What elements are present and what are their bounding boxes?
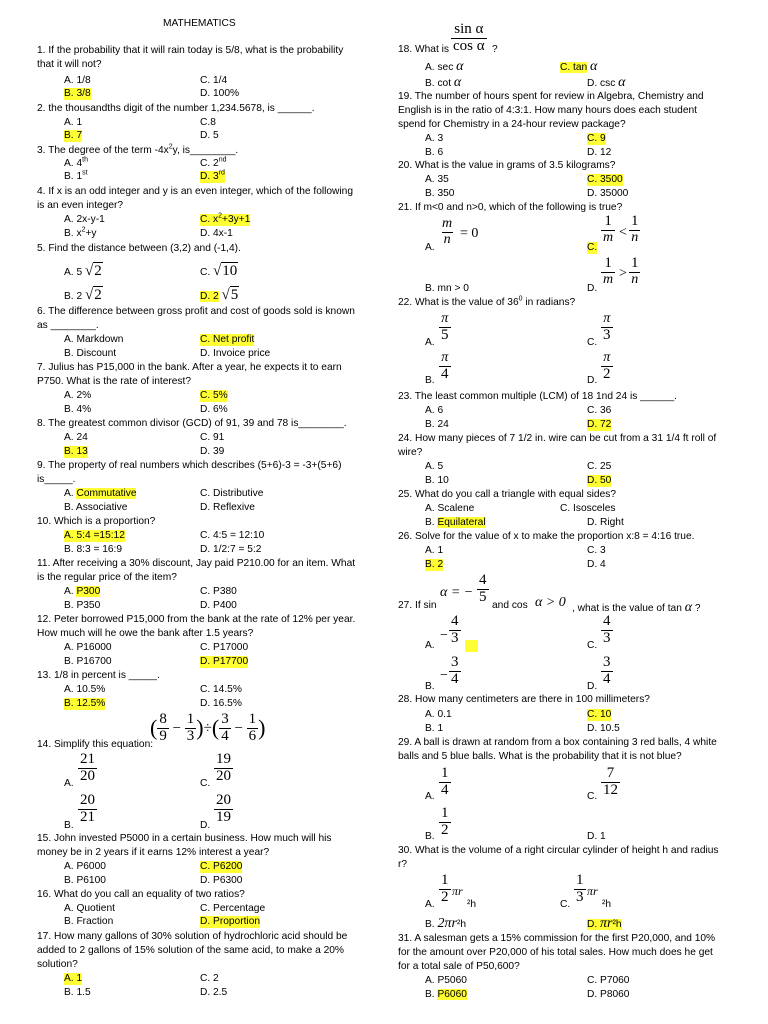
- question-11-stem: 11. After receiving a 30% discount, Jay paid P210.00 for an item. What: [37, 558, 356, 569]
- q22-option-b[interactable]: B.: [425, 375, 435, 386]
- q25-option-a[interactable]: A. Scalene: [425, 503, 475, 514]
- question-27-stem-end: , what is the value of tan α ?: [572, 600, 701, 615]
- q24-option-a[interactable]: A. 5: [425, 461, 444, 472]
- q8-option-d[interactable]: D. 39: [200, 446, 225, 457]
- q17-option-d[interactable]: D. 2.5: [200, 987, 228, 998]
- q24-option-b[interactable]: B. 10: [425, 475, 449, 486]
- question-28-stem: 28. How many centimeters are there in 100 millimeters?: [398, 694, 650, 705]
- q3-option-d-answer[interactable]: D. 3rd: [200, 169, 225, 182]
- question-29-stem: 29. A ball is drawn at random from a box containing 3 red balls, 4 white: [398, 737, 717, 748]
- q23-option-d-answer[interactable]: D. 72: [587, 419, 612, 430]
- q17-option-b[interactable]: B. 1.5: [64, 987, 91, 998]
- q26-option-d[interactable]: D. 4: [587, 559, 606, 570]
- q15-option-a[interactable]: A. P6000: [64, 861, 106, 872]
- q27-option-b-minus: −: [440, 668, 448, 683]
- q6-option-a[interactable]: A. Markdown: [64, 334, 124, 345]
- q22-option-c-fraction[interactable]: π 3: [603, 311, 611, 343]
- q27-condition: α > 0: [535, 595, 566, 610]
- q28-option-b[interactable]: B. 1: [425, 723, 444, 734]
- question-3-stem: 3. The degree of the term $-4x^2y$, is________.: [37, 143, 239, 156]
- q16-option-d-answer[interactable]: D. Proportion: [200, 916, 261, 927]
- question-8-stem: 8. The greatest common divisor (GCD) of 91, 39 and 78 is________.: [37, 418, 347, 429]
- q28-option-c-answer[interactable]: C. 10: [587, 709, 612, 720]
- q19-option-d[interactable]: D. 12: [587, 147, 612, 158]
- q18-option-c-answer[interactable]: C. tan α: [560, 59, 598, 74]
- q6-option-c-answer[interactable]: C. Net profit: [200, 334, 255, 345]
- q31-option-a[interactable]: A. P5060: [425, 975, 467, 986]
- q3-option-a[interactable]: A. 4th: [64, 156, 88, 169]
- question-22-stem: 22. What is the value of $36^0$ in radians?: [398, 295, 576, 308]
- question-21-stem: 21. If m<0 and n>0, which of the following is true?: [398, 202, 623, 213]
- q23-option-a[interactable]: A. 6: [425, 405, 444, 416]
- q17-option-a-answer[interactable]: A. 1: [64, 973, 83, 984]
- question-5-stem: 5. Find the distance between (3,2) and (-1,4).: [37, 243, 241, 254]
- q21-option-d-relation: >: [619, 266, 627, 281]
- q4-option-b[interactable]: B. $x^2+y$: [64, 226, 97, 239]
- q22-option-d-fraction[interactable]: π 2: [603, 350, 611, 382]
- q29-option-b-fraction[interactable]: 1 2: [441, 805, 449, 838]
- question-25-stem: 25. What do you call a triangle with equal sides?: [398, 489, 617, 500]
- question-20-stem: 20. What is the value in grams of 3.5 kilograms?: [398, 160, 616, 171]
- q12-option-a[interactable]: A. P16000: [64, 642, 112, 653]
- q24-option-d-answer[interactable]: D. 50: [587, 475, 612, 486]
- question-31-stem: 31. A salesman gets a 15% commission for the first P20,000, and 10%: [398, 933, 716, 944]
- q20-option-c-answer[interactable]: C. 3500: [587, 174, 623, 185]
- question-6-stem-cont: as ________.: [37, 320, 99, 331]
- q25-option-d[interactable]: D. Right: [587, 517, 624, 528]
- question-12-stem: 12. Peter borrowed P15,000 from the bank at the rate of 12% per year.: [37, 614, 356, 625]
- q12-option-d-answer[interactable]: D. P17700: [200, 656, 249, 667]
- question-13-stem: 13. 1/8 in percent is _____.: [37, 670, 160, 681]
- q27-option-d[interactable]: D.: [587, 681, 598, 692]
- q14-option-a[interactable]: A.: [64, 778, 74, 789]
- q27-option-a-answer-mark: [465, 640, 478, 652]
- q27-option-a-minus: −: [440, 628, 448, 643]
- q22-option-a-fraction[interactable]: π 5: [441, 311, 449, 343]
- q30-option-b[interactable]: B. 2πr²h: [425, 916, 467, 931]
- q23-option-c[interactable]: C. 36: [587, 405, 612, 416]
- question-4-stem: 4. If x is an odd integer and y is an even integer, which of the following: [37, 186, 354, 197]
- q20-option-d[interactable]: D. 35000: [587, 188, 629, 199]
- q11-option-c[interactable]: C. P380: [200, 586, 237, 597]
- q9-option-d[interactable]: D. Reflexive: [200, 502, 255, 513]
- question-24-stem: 24. How many pieces of 7 1/2 in. wire can be cut from a 31 1/4 ft roll of: [398, 433, 717, 444]
- question-7-stem-cont: P750. What is the rate of interest?: [37, 376, 192, 387]
- q21-option-d-fraction-2[interactable]: 1 n: [631, 255, 639, 287]
- q5-option-a[interactable]: A. 5 √2: [64, 263, 102, 279]
- q3-option-c[interactable]: C. 2nd: [200, 156, 227, 169]
- q20-option-b[interactable]: B. 350: [425, 188, 455, 199]
- q30-option-c-fraction[interactable]: 1 3: [576, 872, 584, 905]
- q13-option-a[interactable]: A. 10.5%: [64, 684, 106, 695]
- q19-option-a[interactable]: A. 3: [425, 133, 444, 144]
- q7-option-b[interactable]: B. 4%: [64, 404, 92, 415]
- q6-option-d[interactable]: D. Invoice price: [200, 348, 271, 359]
- q26-option-b-answer[interactable]: B. 2: [425, 559, 444, 570]
- q31-option-b-answer[interactable]: B. P6060: [425, 989, 467, 1000]
- question-31-stem-cont2: for a total sale of P50,600?: [398, 961, 520, 972]
- q30-option-d-answer[interactable]: D. πr²h: [587, 916, 622, 931]
- q2-option-c[interactable]: C.8: [200, 117, 216, 128]
- q11-option-b[interactable]: B. P350: [64, 600, 101, 611]
- q21-option-a[interactable]: A.: [425, 242, 435, 253]
- q17-option-c[interactable]: C. 2: [200, 973, 219, 984]
- q4-option-d[interactable]: D. 4x-1: [200, 228, 233, 239]
- question-14-stem: 14. Simplify this equation:: [37, 739, 154, 750]
- q31-option-c[interactable]: C. P7060: [587, 975, 630, 986]
- question-19-stem-cont: English is in the ratio of 4:3:1. How many hours does each student: [398, 105, 698, 116]
- q2-option-a[interactable]: A. 1: [64, 117, 83, 128]
- question-31-stem-cont: for the amount over P20,000 of his total sales. How much does he get: [398, 947, 713, 958]
- q21-option-d[interactable]: D.: [587, 283, 598, 294]
- q29-option-b[interactable]: B.: [425, 831, 435, 842]
- question-30-stem-cont: r?: [398, 859, 408, 870]
- q8-option-b-answer[interactable]: B. 13: [64, 446, 88, 457]
- q10-option-a-answer[interactable]: A. 5:4 =15:12: [64, 530, 125, 541]
- q10-option-b[interactable]: B. 8:3 = 16:9: [64, 544, 123, 555]
- q21-option-b[interactable]: B. mn > 0: [425, 283, 469, 294]
- q21-option-c-relation: <: [619, 225, 627, 240]
- q9-option-b[interactable]: B. Associative: [64, 502, 128, 513]
- question-12-stem-cont: How much will he owe the bank after 1.5 years?: [37, 628, 254, 639]
- q9-option-a-answer[interactable]: A. Commutative: [64, 488, 137, 499]
- q27-option-c-fraction[interactable]: 4 3: [603, 613, 611, 646]
- question-4-stem-cont: is an even integer?: [37, 200, 124, 211]
- q21-option-c-answer[interactable]: C.: [587, 242, 598, 253]
- q27-sin-expression: α = −: [440, 585, 474, 600]
- q30-option-a-fraction[interactable]: 1 2: [441, 872, 449, 905]
- q14-option-d-fraction[interactable]: 20 19: [216, 792, 231, 825]
- q8-option-a[interactable]: A. 24: [64, 432, 88, 443]
- q22-option-a[interactable]: A.: [425, 337, 435, 348]
- question-30-stem: 30. What is the volume of a right circular cylinder of height h and radius: [398, 845, 719, 856]
- q27-option-b-fraction[interactable]: 3 4: [451, 654, 459, 687]
- q19-option-b[interactable]: B. 6: [425, 147, 444, 158]
- q15-option-b[interactable]: B. P6100: [64, 875, 106, 886]
- q23-option-b[interactable]: B. 24: [425, 419, 449, 430]
- question-17-stem: 17. How many gallons of 30% solution of hydrochloric acid should be: [37, 931, 348, 942]
- question-16-stem: 16. What do you call an equality of two ratios?: [37, 889, 245, 900]
- q11-option-d[interactable]: D. P400: [200, 600, 237, 611]
- q31-option-d[interactable]: D. P8060: [587, 989, 630, 1000]
- q12-option-c[interactable]: C. P17000: [200, 642, 249, 653]
- q2-option-b-answer[interactable]: B. 7: [64, 130, 83, 141]
- question-18-stem: 18. What is: [398, 44, 449, 55]
- q12-option-b[interactable]: B. P16700: [64, 656, 112, 667]
- q28-option-d[interactable]: D. 10.5: [587, 723, 620, 734]
- q7-option-a[interactable]: A. 2%: [64, 390, 92, 401]
- question-10-stem: 10. Which is a proportion?: [37, 516, 156, 527]
- q18-option-a[interactable]: A. sec α: [425, 59, 464, 74]
- q14-option-b[interactable]: B.: [64, 820, 74, 831]
- q22-option-c[interactable]: C.: [587, 337, 598, 348]
- q21-option-a-fraction[interactable]: m n: [442, 216, 453, 247]
- q29-option-d[interactable]: D. 1: [587, 831, 606, 842]
- q28-option-a[interactable]: A. 0.1: [425, 709, 452, 720]
- question-27-stem-mid: and cos: [492, 600, 528, 611]
- q30-option-a-pi: πr: [452, 884, 463, 898]
- q24-option-c[interactable]: C. 25: [587, 461, 612, 472]
- q7-option-d[interactable]: D. 6%: [200, 404, 228, 415]
- q29-option-c[interactable]: C.: [587, 791, 598, 802]
- q30-option-c-tail: ²h: [602, 899, 612, 910]
- q2-option-d[interactable]: D. 5: [200, 130, 219, 141]
- question-18-stem-end: ?: [492, 44, 498, 55]
- q16-option-c[interactable]: C. Percentage: [200, 903, 266, 914]
- q14-option-c[interactable]: C.: [200, 778, 211, 789]
- q16-option-b[interactable]: B. Fraction: [64, 916, 114, 927]
- q13-option-c[interactable]: C. 14.5%: [200, 684, 242, 695]
- q27-option-b[interactable]: B.: [425, 681, 435, 692]
- q30-option-a-tail: ²h: [467, 899, 477, 910]
- question-7-stem: 7. Julius has P15,000 in the bank. After a year, he expects it to earn: [37, 362, 342, 373]
- q25-option-c[interactable]: C. Isosceles: [560, 503, 616, 514]
- q27-option-a[interactable]: A.: [425, 640, 435, 651]
- q14-option-a-fraction[interactable]: 21 20: [80, 751, 95, 784]
- q1-option-d[interactable]: D. 100%: [200, 88, 240, 99]
- q30-option-a[interactable]: A.: [425, 899, 435, 910]
- q4-option-c-answer[interactable]: C. $x^2+3y+1$: [200, 212, 251, 225]
- q27-option-d-fraction[interactable]: 3 4: [603, 654, 611, 687]
- question-9-stem: 9. The property of real numbers which describes (5+6)-3 = -3+(5+6): [37, 460, 342, 471]
- q30-option-c[interactable]: C.: [560, 899, 571, 910]
- question-17-stem-cont2: solution?: [37, 959, 78, 970]
- q1-option-b-answer[interactable]: B. 3/8: [64, 88, 91, 99]
- question-19-stem-cont2: spend for Chemistry in a 24-hour review package?: [398, 119, 626, 130]
- q21-option-a-relation: = 0: [460, 226, 479, 241]
- q18-fraction: sin α cos α: [453, 21, 485, 54]
- q15-option-c-answer[interactable]: C. P6200: [200, 861, 243, 872]
- q14-option-d[interactable]: D.: [200, 820, 211, 831]
- q3-option-b[interactable]: B. 1st: [64, 169, 88, 182]
- q9-option-c[interactable]: C. Distributive: [200, 488, 264, 499]
- q13-option-d[interactable]: D. 16.5%: [200, 698, 242, 709]
- q1-option-c[interactable]: C. 1/4: [200, 75, 228, 86]
- question-19-stem: 19. The number of hours spent for review in Algebra, Chemistry and: [398, 91, 704, 102]
- question-29-stem-cont: balls and 5 blue balls. What is the probability that it is not blue?: [398, 751, 682, 762]
- q29-option-a[interactable]: A.: [425, 791, 435, 802]
- q14-option-c-fraction[interactable]: 19 20: [216, 751, 231, 784]
- q16-option-a[interactable]: A. Quotient: [64, 903, 115, 914]
- q25-option-b-answer[interactable]: B. Equilateral: [425, 517, 486, 528]
- q26-option-c[interactable]: C. 3: [587, 545, 606, 556]
- q29-option-c-fraction[interactable]: 7 12: [603, 765, 618, 798]
- question-2-stem: 2. the thousandths digit of the number 1,234.5678, is ______.: [37, 103, 315, 114]
- question-11-stem-cont: is the regular price of the item?: [37, 572, 177, 583]
- q27-option-c[interactable]: C.: [587, 640, 598, 651]
- q8-option-c[interactable]: C. 91: [200, 432, 225, 443]
- question-24-stem-cont: wire?: [398, 447, 423, 458]
- q21-option-d-fraction-1[interactable]: 1 m: [603, 255, 614, 287]
- question-15-stem: 15. John invested P5000 in a certain business. How much will his: [37, 833, 332, 844]
- q13-option-b-answer[interactable]: B. 12.5%: [64, 698, 106, 709]
- q21-option-c-fraction-2[interactable]: 1 n: [631, 213, 639, 245]
- q26-option-a[interactable]: A. 1: [425, 545, 444, 556]
- q14-option-b-fraction[interactable]: 20 21: [80, 792, 95, 825]
- q29-option-a-fraction[interactable]: 1 4: [441, 765, 449, 798]
- question-1-stem-cont: that it will not?: [37, 59, 102, 70]
- q7-option-c-answer[interactable]: C. 5%: [200, 390, 228, 401]
- q6-option-b[interactable]: B. Discount: [64, 348, 117, 359]
- question-15-stem-cont: money be in 2 years if it earns 12% interest a year?: [37, 847, 270, 858]
- question-1-stem: 1. If the probability that it will rain today is 5/8, what is the probability: [37, 45, 344, 56]
- q18-option-d[interactable]: D. csc α: [587, 75, 626, 90]
- question-26-stem: 26. Solve for the value of x to make the proportion x:8 = 4:16 true.: [398, 531, 695, 542]
- q5-option-c[interactable]: C. √10: [200, 263, 238, 279]
- q22-option-d[interactable]: D.: [587, 375, 598, 386]
- question-9-stem-cont: is_____.: [37, 474, 76, 485]
- q30-option-c-pi: πr: [587, 884, 598, 898]
- page-title: MATHEMATICS: [163, 18, 236, 29]
- q10-option-d[interactable]: D. 1/2:7 = 5:2: [200, 544, 262, 555]
- q4-option-a[interactable]: A. 2x-y-1: [64, 214, 105, 225]
- q5-option-d-answer[interactable]: D. 2 √5: [200, 287, 239, 303]
- question-17-stem-cont: added to 2 gallons of 15% solution of the same acid, to make a 20%: [37, 945, 344, 956]
- q11-option-a-answer[interactable]: A. P300: [64, 586, 101, 597]
- q19-option-c-answer[interactable]: C. 9: [587, 133, 606, 144]
- q14-equation: ( $\frac{8}{9}$ − $\frac{1}{3}$ )÷( $\frac{3}{4}$ − $\frac{1}{6}$ ): [150, 711, 266, 744]
- q18-option-b[interactable]: B. cot α: [425, 75, 462, 90]
- question-27-stem: 27. If sin: [398, 600, 437, 611]
- q5-option-b[interactable]: B. 2 √2: [64, 287, 102, 303]
- q22-option-b-fraction[interactable]: π 4: [441, 350, 449, 382]
- q10-option-c[interactable]: C. 4:5 = 12:10: [200, 530, 265, 541]
- question-23-stem: 23. The least common multiple (LCM) of 18 1nd 24 is ______.: [398, 391, 677, 402]
- q1-option-a[interactable]: A. 1/8: [64, 75, 91, 86]
- q20-option-a[interactable]: A. 35: [425, 174, 449, 185]
- q21-option-c-fraction-1[interactable]: 1 m: [603, 213, 614, 245]
- q27-fraction: 4 5: [479, 572, 487, 605]
- q27-option-a-fraction[interactable]: 4 3: [451, 613, 459, 646]
- question-6-stem: 6. The difference between gross profit and cost of goods sold is known: [37, 306, 355, 317]
- q15-option-d[interactable]: D. P6300: [200, 875, 243, 886]
